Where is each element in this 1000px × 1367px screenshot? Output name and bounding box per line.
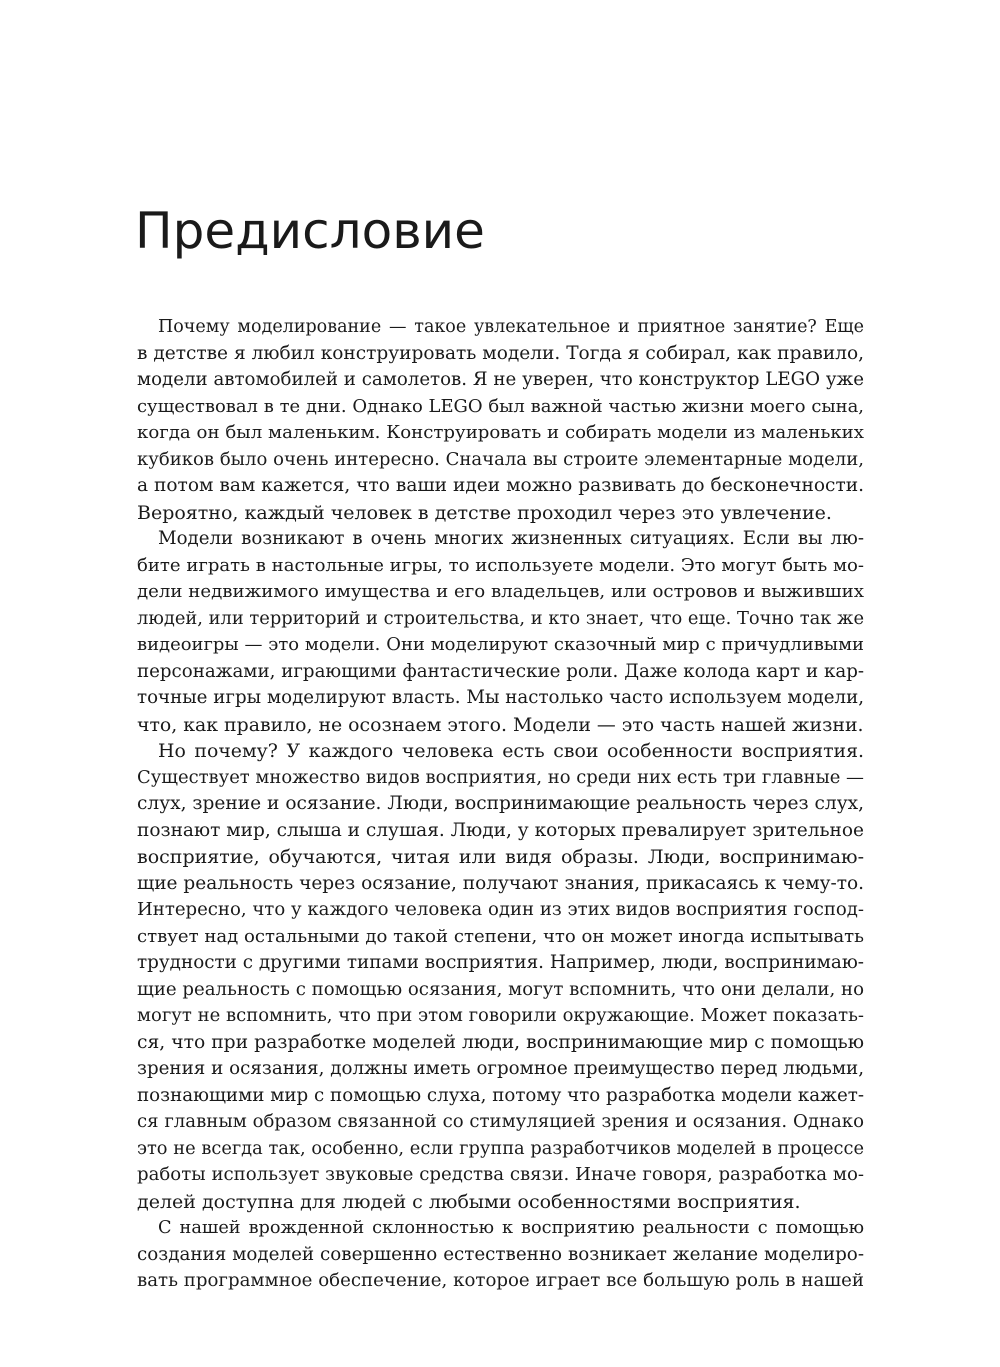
- text-line: ся главным образом связанной со стимуляцией зрения и осязания. Однако: [137, 1111, 864, 1132]
- text-line: познающими мир с помощью слуха, потому что разработка модели кажет-: [137, 1084, 864, 1106]
- text-line: Вероятно, каждый человек в детстве проходил через это увлечение.: [137, 501, 832, 524]
- paragraph: [137, 1215, 864, 1295]
- text-line: это не всегда так, особенно, если группа разработчиков моделей в процессе: [137, 1137, 864, 1159]
- text-line: ствует над остальными до такой степени, что он может иногда испытывать: [137, 925, 864, 947]
- text-line: дели недвижимого имущества и его владельцев, или островов и выживших: [137, 581, 864, 602]
- paragraph: [137, 738, 864, 1215]
- text-line: существовал в те дни. Однако LEGO был важной частью жизни моего сына,: [137, 395, 864, 417]
- text-line: в детстве я любил конструировать модели. Тогда я собирал, как правило,: [137, 342, 864, 364]
- text-line: вать программное обеспечение, которое играет все большую роль в нашей: [137, 1270, 864, 1291]
- text-line: а потом вам кажется, что ваши идеи можно развивать до бесконечности.: [137, 475, 864, 496]
- text-line: создания моделей совершенно естественно возникает желание моделиро-: [137, 1243, 864, 1265]
- text-line: точные игры моделируют власть. Мы настолько часто используем модели,: [137, 687, 864, 708]
- text-line: видеоигры — это модели. Они моделируют сказочный мир с причудливыми: [137, 634, 864, 655]
- text-line: зрения и осязания, должны иметь огромное преимущество перед людьми,: [137, 1058, 864, 1079]
- text-line: делей доступна для людей с любыми особенностями восприятия.: [137, 1190, 801, 1213]
- text-line: Существует множество видов восприятия, но среди них есть три главные —: [137, 766, 864, 788]
- text-line: трудности с другими типами восприятия. Например, люди, воспринимаю-: [137, 952, 864, 973]
- text-line: Модели возникают в очень многих жизненных ситуациях. Если вы лю-: [158, 528, 864, 549]
- text-line: могут не вспомнить, что при этом говорили окружающие. Может показать-: [137, 1005, 864, 1026]
- text-line: что, как правило, не осознаем этого. Модели — это часть нашей жизни.: [137, 713, 864, 736]
- text-line: бите играть в настольные игры, то используете модели. Это могут быть мо-: [137, 554, 864, 576]
- body-text: [137, 314, 864, 1295]
- text-line: восприятие, обучаются, читая или видя образы. Люди, воспринимаю-: [137, 846, 864, 868]
- paragraph: [137, 314, 864, 526]
- text-line: модели автомобилей и самолетов. Я не уверен, что конструктор LEGO уже: [137, 369, 864, 390]
- text-line: щие реальность с помощью осязания, могут вспомнить, что они делали, но: [137, 978, 864, 1000]
- text-line: Почему моделирование — такое увлекательное и приятное занятие? Еще: [158, 317, 864, 337]
- text-line: ся, что при разработке моделей люди, воспринимающие мир с помощью: [137, 1031, 864, 1053]
- text-line: Интересно, что у каждого человека один из этих видов восприятия господ-: [137, 899, 864, 920]
- text-line: людей, или территорий и строительства, и кто знает, что еще. Точно так же: [137, 607, 864, 629]
- text-line: Но почему? У каждого человека есть свои особенности восприятия.: [158, 740, 864, 762]
- text-line: когда он был маленьким. Конструировать и собирать модели из маленьких: [137, 422, 864, 443]
- text-line: С нашей врожденной склонностью к восприятию реальности с помощью: [158, 1218, 864, 1238]
- text-line: познают мир, слыша и слушая. Люди, у которых превалирует зрительное: [137, 819, 864, 841]
- paragraph: [137, 526, 864, 738]
- text-line: работы использует звуковые средства связи. Иначе говоря, разработка мо-: [137, 1164, 864, 1185]
- text-line: персонажами, играющими фантастические роли. Даже колода карт и кар-: [137, 660, 864, 682]
- text-line: слух, зрение и осязание. Люди, воспринимающие реальность через слух,: [137, 793, 864, 814]
- chapter-title: Предисловие: [135, 202, 485, 260]
- text-line: щие реальность через осязание, получают знания, прикасаясь к чему-то.: [137, 872, 864, 894]
- text-line: кубиков было очень интересно. Сначала вы строите элементарные модели,: [137, 448, 864, 470]
